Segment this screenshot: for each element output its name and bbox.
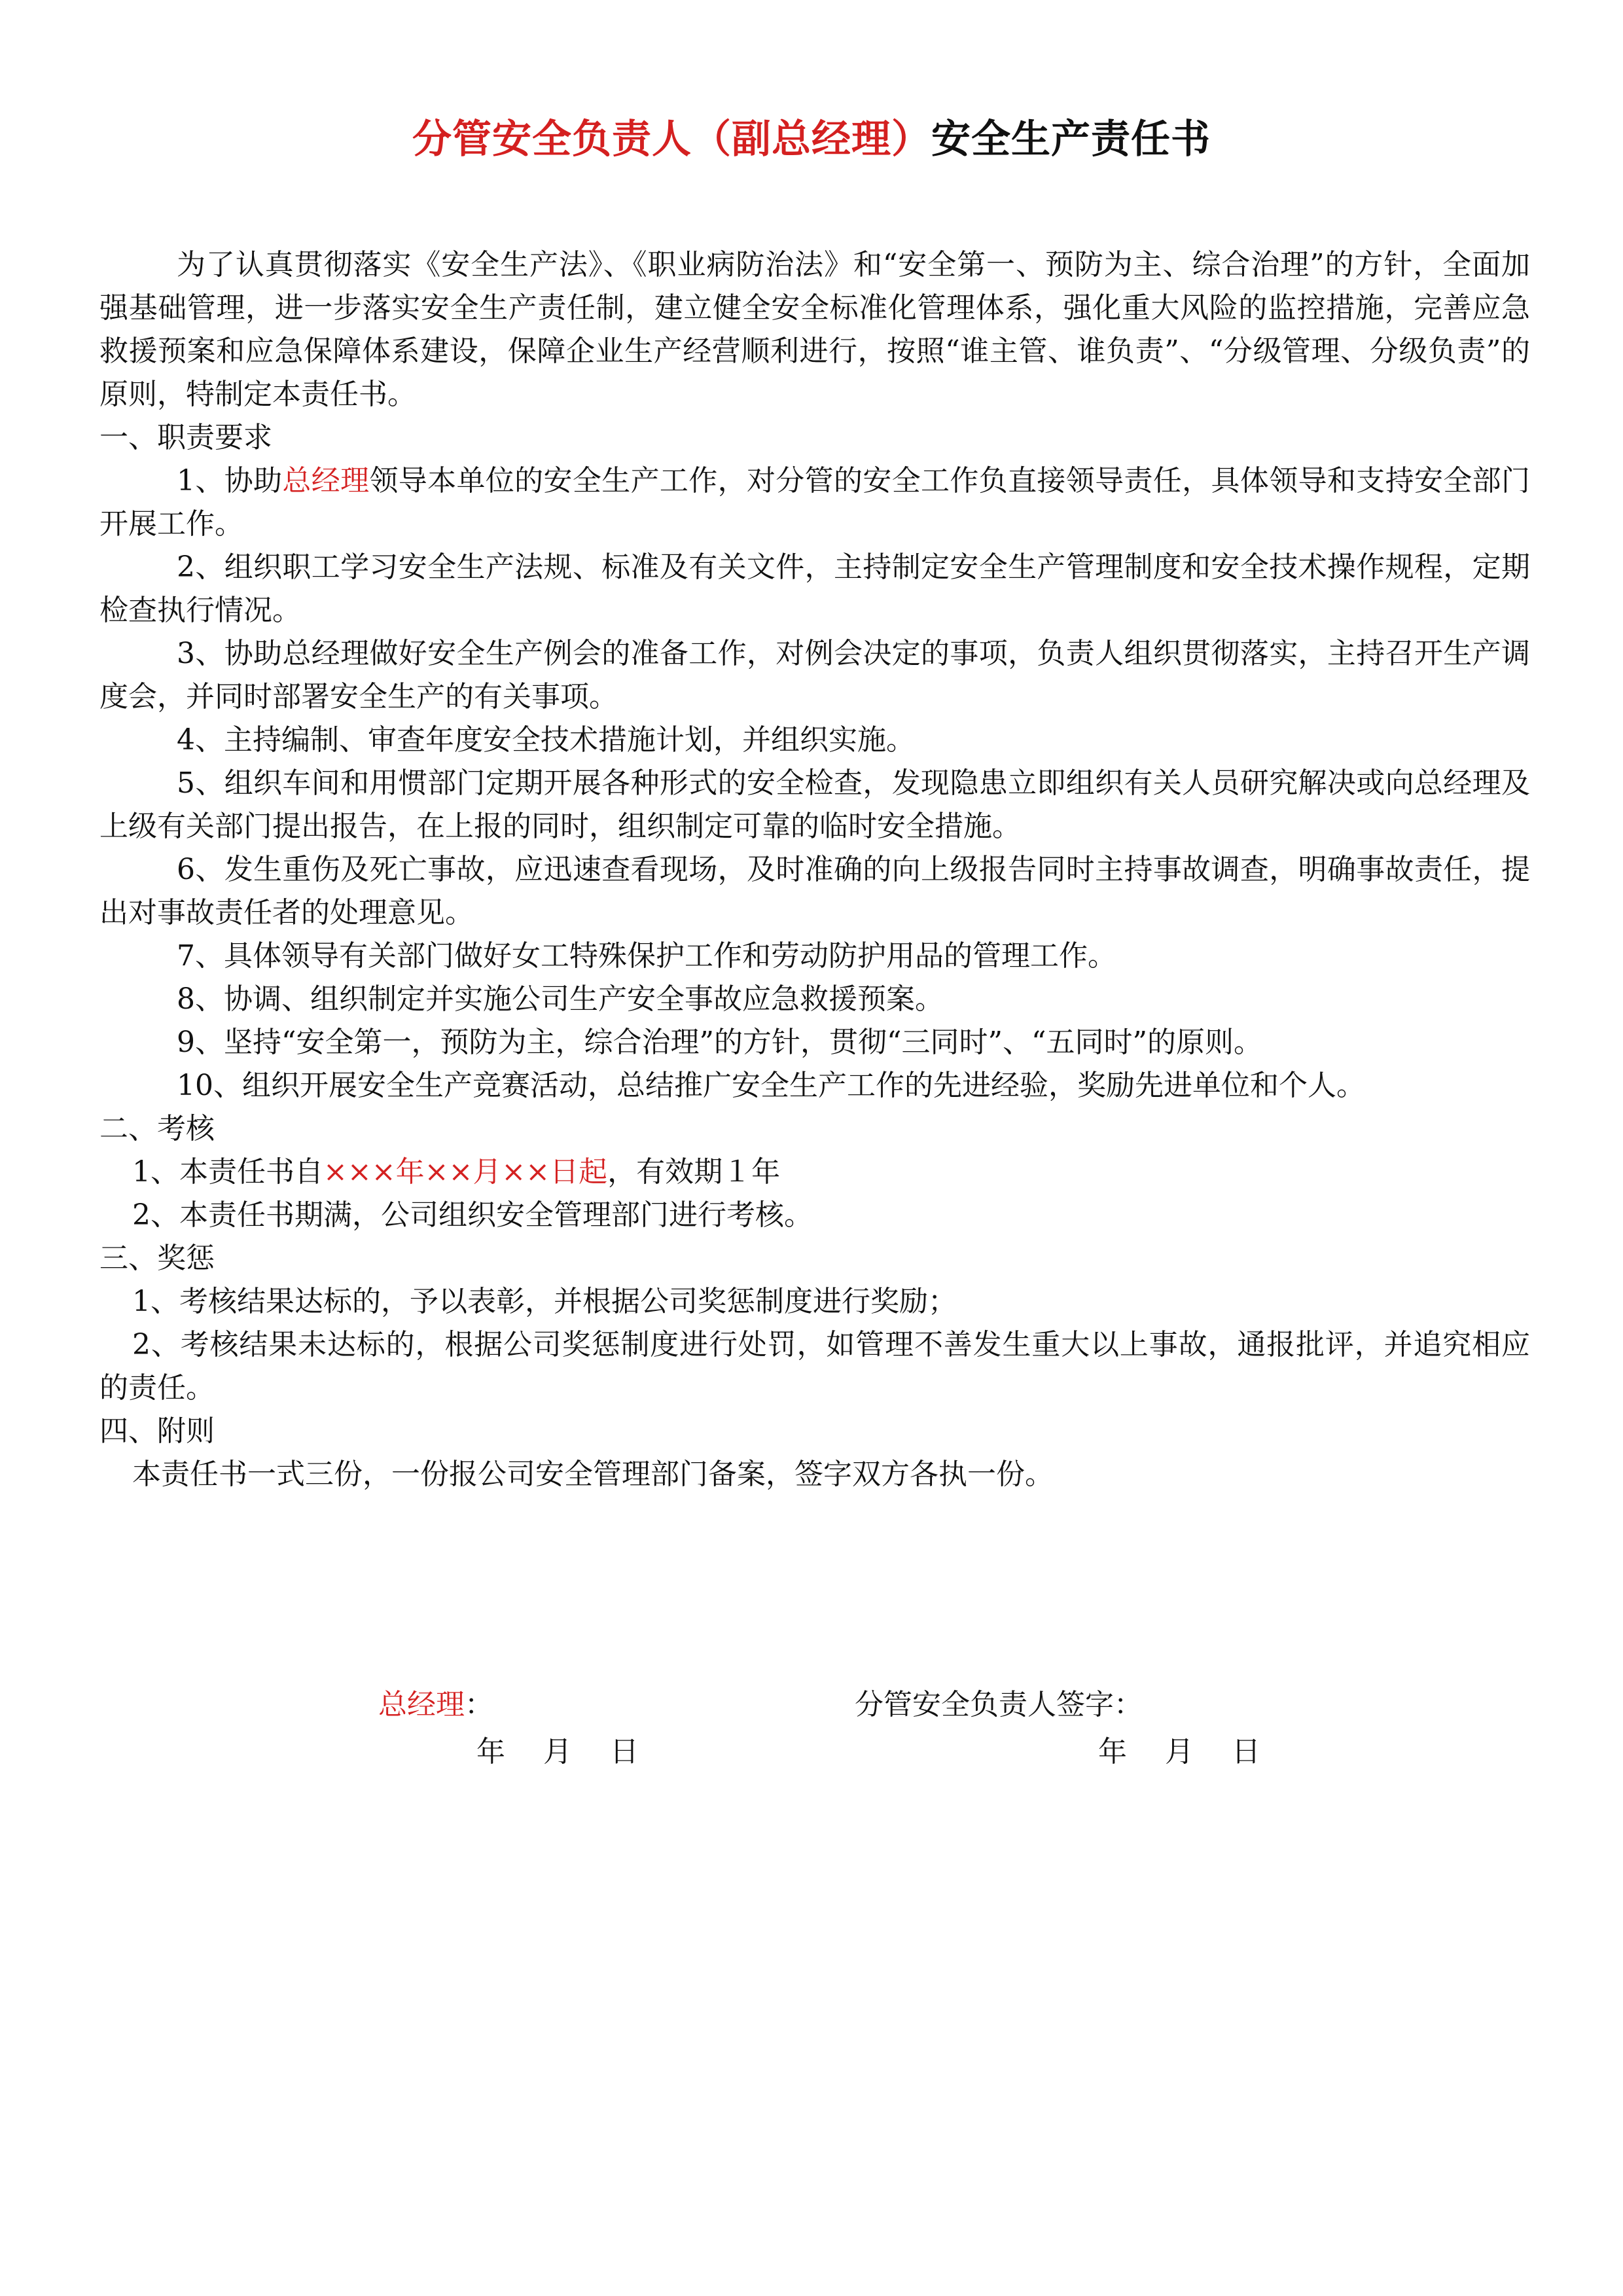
duty-item: 9、坚持“安全第一，预防为主，综合治理”的方针，贯彻“三同时”、“五同时”的原则。: [177, 1026, 1262, 1059]
duty-item: [99, 459, 1530, 546]
appendix-text: 本责任书一式三份，一份报公司安全管理部门备案，签字双方各执一份。: [132, 1458, 1054, 1491]
duty-item: 5、组织车间和用惯部门定期开展各种形式的安全检查，发现隐患立即组织有关人员研究解决或向总经理及上级有关部门提出报告，在上报的同时，组织制定可靠的临时安全措施。: [99, 766, 1530, 843]
duty-item: 8、协调、组织制定并实施公司生产安全事故应急救援预案。: [177, 982, 944, 1016]
duty-item-highlight: 总经理: [282, 464, 370, 497]
section-heading-duties: 一、职责要求: [99, 421, 272, 454]
duty-item: 2、组织职工学习安全生产法规、标准及有关文件，主持制定安全生产管理制度和安全技术操作规程，定期检查执行情况。: [99, 550, 1530, 627]
general-manager-signature-label: [378, 1683, 493, 1727]
assessment-date-placeholder: ×××年××月××日起: [323, 1155, 608, 1189]
duty-item: 7、具体领导有关部门做好女工特殊保护工作和劳动防护用品的管理工作。: [177, 939, 1116, 973]
general-manager-label: 总经理: [378, 1688, 465, 1721]
assessment-item: [99, 1151, 1530, 1194]
intro-paragraph: 为了认真贯彻落实《安全生产法》、《职业病防治法》和“安全第一、预防为主、综合治理”的方针，全面加强基础管理，进一步落实安全生产责任制，建立健全安全标准化管理体系，强化重大风险的监控措施，完善应急救援预案和应急保障体系建设，保障企业生产经营顺利进行，按照“谁主管、谁负责”、“分级管理、分级负责”的原则，特制定本责任书。: [99, 248, 1530, 411]
title-highlight: 分管安全负责人（副总经理）: [412, 117, 931, 162]
safety-manager-signature-label: 分管安全负责人签字：: [855, 1688, 1143, 1721]
reward-item: 2、考核结果未达标的，根据公司奖惩制度进行处罚，如管理不善发生重大以上事故，通报批评，并追究相应的责任。: [99, 1328, 1530, 1405]
duty-item: 4、主持编制、审查年度安全技术措施计划，并组织实施。: [177, 723, 915, 757]
section-heading-assessment: 二、考核: [99, 1112, 215, 1145]
duty-item: 3、协助总经理做好安全生产例会的准备工作，对例会决定的事项，负责人组织贯彻落实，主持召开生产调度会，并同时部署安全生产的有关事项。: [99, 637, 1530, 713]
general-manager-date: 年 月 日: [476, 1735, 639, 1768]
title-rest: 安全生产责任书: [931, 117, 1211, 162]
duty-item-suffix: 领导本单位的安全生产工作，对分管的安全工作负直接领导责任，具体领导和支持安全部门开展工作。: [99, 464, 1530, 541]
assessment-item-suffix: ，有效期１年: [607, 1155, 781, 1189]
safety-manager-date: 年 月 日: [1098, 1735, 1260, 1768]
section-heading-appendix: 四、附则: [99, 1414, 215, 1448]
reward-item: 1、考核结果达标的，予以表彰，并根据公司奖惩制度进行奖励；: [132, 1285, 957, 1318]
general-manager-colon: ：: [465, 1688, 493, 1721]
assessment-item-prefix: 1、本责任书自: [132, 1155, 323, 1189]
duty-item-prefix: 1、协助: [177, 464, 283, 497]
document-title: [0, 110, 1623, 169]
section-heading-rewards: 三、奖惩: [99, 1242, 215, 1275]
assessment-item: 2、本责任书期满，公司组织安全管理部门进行考核。: [132, 1198, 813, 1232]
document-body: [99, 243, 1530, 1496]
duty-item: 6、发生重伤及死亡事故，应迅速查看现场，及时准确的向上级报告同时主持事故调查，明确事故责任，提出对事故责任者的处理意见。: [99, 853, 1530, 929]
duty-item: 10、组织开展安全生产竞赛活动，总结推广安全生产工作的先进经验，奖励先进单位和个人。: [177, 1069, 1365, 1102]
